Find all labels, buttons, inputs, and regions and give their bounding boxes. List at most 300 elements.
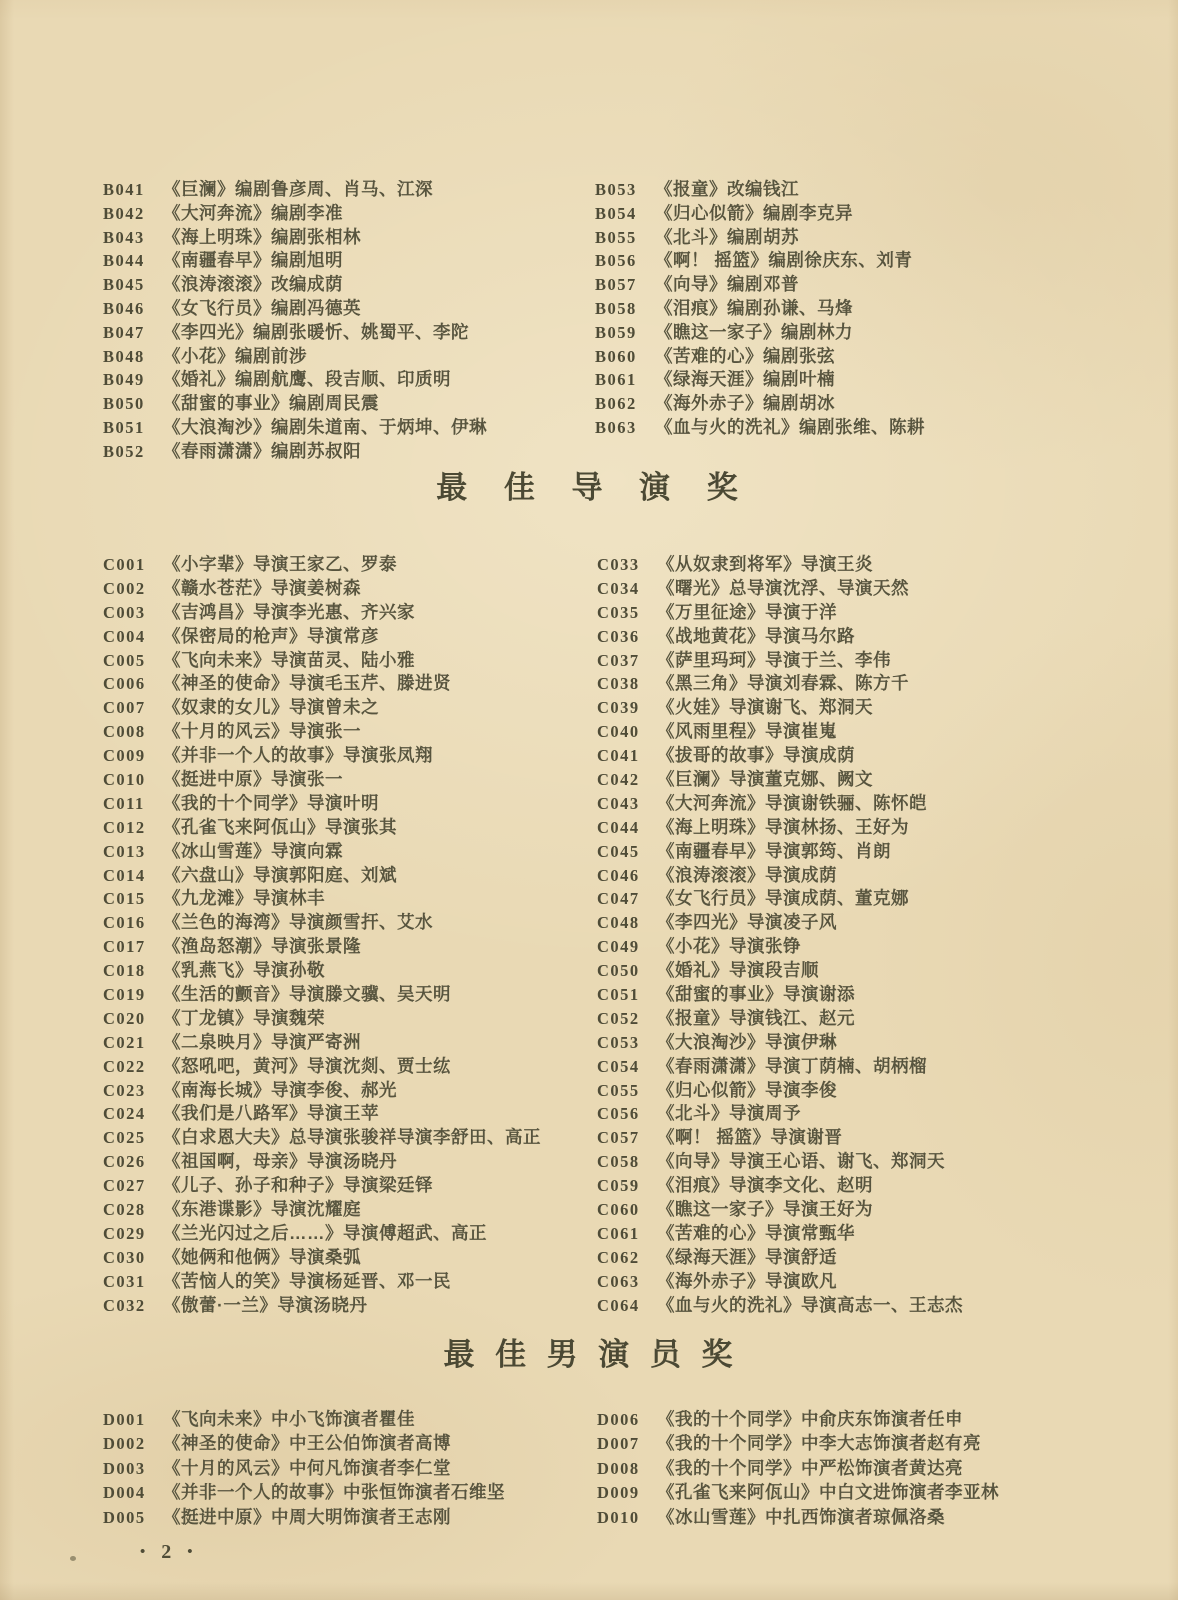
entry-text: 《并非一个人的故事》导演张凤翔 [163,745,433,766]
list-item [103,862,541,886]
entry-text: 《拔哥的故事》导演成荫 [657,745,855,766]
entry-text: 《兰光闪过之后……》导演傅超武、高正 [163,1222,487,1243]
entry-text: 《东港谍影》导演沈耀庭 [163,1199,361,1220]
list-item [597,647,963,671]
list-item [597,981,963,1005]
entry-text: 《南疆春早》导演郭筠、肖朗 [657,840,891,861]
screenplay-column-right [595,176,925,438]
entry-text: 《我的十个同学》中俞庆东饰演者任申 [657,1409,963,1429]
entry-code: C039 [597,698,640,718]
entry-code: C058 [597,1152,640,1172]
list-item [597,1292,963,1316]
list-item [103,1005,541,1029]
entry-text: 《女飞行员》编剧冯德英 [163,297,361,318]
list-item [103,247,487,271]
list-item [595,224,925,248]
entry-code: C028 [103,1200,146,1220]
entry-text: 《苦难的心》编剧张弦 [655,345,835,366]
list-item [597,862,963,886]
entry-code: C006 [103,674,146,694]
list-item [597,933,963,957]
list-item [597,1220,963,1244]
list-item [597,599,963,623]
entry-text: 《飞向未来》中小飞饰演者瞿佳 [163,1409,415,1429]
page-footer [140,1541,193,1564]
list-item [597,766,963,790]
entry-text: 《巨澜》导演董克娜、阙文 [657,769,873,790]
entry-text: 《婚礼》导演段吉顺 [657,960,819,981]
entry-text: 《血与火的洗礼》编剧张维、陈耕 [655,416,925,437]
section-title-best-director: 最 佳 导 演 奖 [436,470,752,505]
list-item [597,575,963,599]
list-item [103,1268,541,1292]
entry-code: C018 [103,961,146,981]
entry-text: 《冰山雪莲》中扎西饰演者琼佩洛桑 [657,1506,945,1527]
entry-code: C015 [103,889,146,909]
entry-code: C040 [597,722,640,742]
entry-code: C007 [103,698,146,718]
entry-text: 《归心似箭》编剧李克异 [655,202,853,223]
entry-text: 《奴隶的女儿》导演曾未之 [163,697,379,718]
entry-code: C014 [103,865,146,885]
entry-code: C061 [597,1223,640,1243]
list-item [597,623,963,647]
entry-code: C062 [597,1247,640,1267]
entry-text: 《报童》导演钱江、赵元 [657,1007,855,1028]
entry-code: B055 [595,227,637,247]
list-item [597,694,963,718]
entry-code: C042 [597,770,640,790]
director-column-left [103,551,541,1316]
list-item [597,814,963,838]
entry-code: C044 [597,817,640,837]
entry-code: C030 [103,1247,146,1267]
list-item [103,295,487,319]
list-item [595,295,925,319]
list-item [103,1077,541,1101]
list-item [597,1455,999,1479]
list-item [597,1268,963,1292]
entry-code: B052 [103,441,145,461]
list-item [103,1479,505,1503]
entry-code: D010 [597,1507,640,1527]
entry-text: 《报童》改编钱江 [655,179,799,199]
entry-code: D002 [103,1434,146,1454]
entry-code: D003 [103,1458,146,1478]
entry-code: B056 [595,251,637,271]
list-item [103,933,541,957]
entry-text: 《火娃》导演谢飞、郑洞天 [657,697,873,718]
entry-text: 《黑三角》导演刘春霖、陈方千 [657,673,909,694]
entry-text: 《南海长城》导演李俊、郝光 [163,1079,397,1100]
entry-text: 《浪涛滚滚》改编成荫 [163,274,343,295]
entry-code: B060 [595,346,637,366]
entry-text: 《大河奔流》编剧李准 [163,202,343,223]
entry-text: 《飞向未来》导演苗灵、陆小雅 [163,649,415,670]
entry-code: C001 [103,555,146,574]
list-item [103,319,487,343]
entry-text: 《小字辈》导演王家乙、罗泰 [163,554,397,574]
entry-code: B050 [103,394,145,414]
list-item [597,909,963,933]
entry-text: 《我的十个同学》中李大志饰演者赵有亮 [657,1433,981,1454]
entry-text: 《大河奔流》导演谢铁骊、陈怀皑 [657,792,927,813]
entry-code: B063 [595,417,637,437]
entry-code: B041 [103,180,145,199]
list-item [103,1455,505,1479]
entry-code: C021 [103,1032,146,1052]
entry-text: 《冰山雪莲》导演向霖 [163,840,343,861]
entry-text: 《苦难的心》导演常甄华 [657,1222,855,1243]
entry-code: B054 [595,203,637,223]
entry-text: 《我的十个同学》中严松饰演者黄达亮 [657,1457,963,1478]
list-item [597,1479,999,1503]
list-item [597,718,963,742]
list-item [103,390,487,414]
list-item [595,366,925,390]
entry-text: 《李四光》导演凌子风 [657,912,837,933]
entry-code: C020 [103,1008,146,1028]
list-item [103,981,541,1005]
entry-text: 《孔雀飞来阿佤山》导演张其 [163,816,397,837]
list-item [103,366,487,390]
entry-code: C060 [597,1200,640,1220]
entry-code: C045 [597,841,640,861]
entry-text: 《九龙滩》导演林丰 [163,888,325,909]
entry-code: C011 [103,793,145,813]
entry-code: C003 [103,602,146,622]
list-item [103,343,487,367]
entry-code: C049 [597,937,640,957]
list-item [597,1148,963,1172]
list-item [597,885,963,909]
footer-bullet-right: • [187,1544,193,1560]
entry-text: 《婚礼》编剧航鹰、段吉顺、印质明 [163,369,451,390]
entry-code: C046 [597,865,640,885]
entry-code: C013 [103,841,146,861]
entry-code: C022 [103,1056,146,1076]
entry-code: B048 [103,346,145,366]
entry-text: 《瞧这一家子》编剧林力 [655,321,853,342]
entry-text: 《儿子、孙子和种子》导演梁廷铎 [163,1175,433,1196]
list-item [103,957,541,981]
entry-text: 《李四光》编剧张暖忻、姚蜀平、李陀 [163,321,469,342]
entry-text: 《大浪淘沙》编剧朱道南、于炳坤、伊琳 [163,416,487,437]
entry-code: C029 [103,1223,146,1243]
list-item [103,718,541,742]
entry-text: 《啊！ 摇篮》导演谢晋 [657,1127,843,1148]
entry-text: 《归心似箭》导演李俊 [657,1079,837,1100]
list-item [597,1100,963,1124]
entry-code: C063 [597,1271,640,1291]
entry-text: 《泪痕》编剧孙谦、马烽 [655,297,853,318]
entry-code: D001 [103,1410,146,1429]
entry-text: 《海外赤子》导演欧凡 [657,1270,837,1291]
entry-code: C004 [103,626,146,646]
entry-text: 《挺进中原》中周大明饰演者王志刚 [163,1506,451,1527]
entry-text: 《风雨里程》导演崔嵬 [657,721,837,742]
entry-text: 《丁龙镇》导演魏荣 [163,1007,325,1028]
entry-text: 《傲蕾·一兰》导演汤晓丹 [163,1294,368,1315]
entry-code: C017 [103,937,146,957]
list-item [597,670,963,694]
list-item [103,885,541,909]
entry-code: C019 [103,985,146,1005]
entry-code: C038 [597,674,640,694]
entry-text: 《兰色的海湾》导演颜雪扞、艾水 [163,912,433,933]
entry-text: 《十月的风云》中何凡饰演者李仁堂 [163,1457,451,1478]
list-item [103,1029,541,1053]
entry-code: B043 [103,227,145,247]
entry-text: 《十月的风云》导演张一 [163,721,361,742]
entry-code: C024 [103,1104,146,1124]
list-item [597,790,963,814]
entry-text: 《神圣的使命》中王公伯饰演者高博 [163,1433,451,1454]
entry-code: C036 [597,626,640,646]
entry-text: 《赣水苍茫》导演姜树森 [163,577,361,598]
list-item [595,390,925,414]
list-item [103,1124,541,1148]
entry-code: C002 [103,578,146,598]
list-item [103,271,487,295]
entry-code: B062 [595,394,637,414]
entry-code: C009 [103,746,146,766]
entry-code: C016 [103,913,146,933]
list-item [595,343,925,367]
list-item [103,766,541,790]
entry-code: D005 [103,1507,146,1527]
list-item [103,1504,505,1528]
list-item [103,551,541,575]
entry-code: D007 [597,1434,640,1454]
list-item [103,1244,541,1268]
list-item [103,1292,541,1316]
entry-code: C023 [103,1080,146,1100]
entry-code: C050 [597,961,640,981]
list-item [103,1430,505,1454]
entry-text: 《二泉映月》导演严寄洲 [163,1031,361,1052]
list-item [597,1124,963,1148]
entry-code: C031 [103,1271,146,1291]
entry-text: 《海上明珠》编剧张相林 [163,226,361,247]
list-item [103,670,541,694]
entry-text: 《怒吼吧，黄河》导演沈剡、贾士纮 [163,1055,451,1076]
entry-text: 《绿海天涯》导演舒适 [657,1246,837,1267]
list-item [595,271,925,295]
entry-code: C048 [597,913,640,933]
actor-column-right [597,1406,999,1528]
list-item [595,414,925,438]
list-item [103,176,487,200]
list-item [597,1196,963,1220]
entry-code: C025 [103,1128,146,1148]
list-item [597,1244,963,1268]
list-item [595,200,925,224]
list-item [597,957,963,981]
entry-text: 《春雨潇潇》编剧苏叔阳 [163,440,361,461]
list-item [103,224,487,248]
entry-code: C054 [597,1056,640,1076]
list-item [103,1100,541,1124]
entry-text: 《并非一个人的故事》中张恒饰演者石维坚 [163,1482,505,1503]
list-item [103,647,541,671]
entry-text: 《挺进中原》导演张一 [163,769,343,790]
entry-text: 《北斗》编剧胡苏 [655,226,799,247]
actor-column-left [103,1406,505,1528]
entry-code: C052 [597,1008,640,1028]
list-item [597,1504,999,1528]
entry-text: 《甜蜜的事业》编剧周民震 [163,393,379,414]
entry-code: D008 [597,1458,640,1478]
list-item [103,1220,541,1244]
list-item [597,551,963,575]
entry-text: 《啊！ 摇篮》编剧徐庆东、刘青 [655,250,913,271]
list-item [103,1406,505,1430]
entry-text: 《我们是八路军》导演王苹 [163,1103,379,1124]
list-item [103,1196,541,1220]
list-item [103,438,487,462]
entry-text: 《小花》编剧前涉 [163,345,307,366]
entry-code: B057 [595,275,637,295]
entry-code: D009 [597,1483,640,1503]
entry-code: B047 [103,322,145,342]
entry-code: B059 [595,322,637,342]
entry-code: C032 [103,1295,146,1315]
entry-text: 《瞧这一家子》导演王好为 [657,1199,873,1220]
list-item [103,1172,541,1196]
entry-code: C041 [597,746,640,766]
entry-text: 《血与火的洗礼》导演高志一、王志杰 [657,1294,963,1315]
list-item [103,575,541,599]
entry-code: C047 [597,889,640,909]
entry-code: C010 [103,770,146,790]
list-item [595,176,925,200]
list-item [597,1430,999,1454]
entry-text: 《战地黄花》导演马尔路 [657,625,855,646]
entry-text: 《小花》导演张铮 [657,936,801,957]
entry-code: C033 [597,555,640,574]
entry-text: 《女飞行员》导演成荫、董克娜 [657,888,909,909]
screenplay-column-left [103,176,487,462]
entry-code: C035 [597,602,640,622]
entry-code: C064 [597,1295,640,1315]
entry-text: 《大浪淘沙》导演伊琳 [657,1031,837,1052]
entry-text: 《祖国啊，母亲》导演汤晓丹 [163,1151,397,1172]
list-item [103,414,487,438]
entry-code: C012 [103,817,146,837]
entry-text: 《生活的颤音》导演滕文骥、吴天明 [163,984,451,1005]
page-number: 2 [161,1541,172,1563]
entry-text: 《海外赤子》编剧胡冰 [655,393,835,414]
entry-text: 《保密局的枪声》导演常彦 [163,625,379,646]
entry-text: 《泪痕》导演李文化、赵明 [657,1175,873,1196]
entry-text: 《萨里玛珂》导演于兰、李伟 [657,649,891,670]
entry-code: C059 [597,1176,640,1196]
entry-text: 《从奴隶到将军》导演王炎 [657,554,873,574]
entry-text: 《浪涛滚滚》导演成荫 [657,864,837,885]
entry-code: C051 [597,985,640,1005]
entry-code: D006 [597,1410,640,1429]
entry-code: B061 [595,370,637,390]
entry-text: 《向导》导演王心语、谢飞、郑洞天 [657,1151,945,1172]
list-item [103,599,541,623]
entry-text: 《巨澜》编剧鲁彦周、肖马、江深 [163,179,433,199]
entry-code: C057 [597,1128,640,1148]
list-item [597,1077,963,1101]
entry-text: 《她俩和他俩》导演桑弧 [163,1246,361,1267]
entry-text: 《吉鸿昌》导演李光惠、齐兴家 [163,601,415,622]
list-item [597,838,963,862]
entry-text: 《万里征途》导演于洋 [657,601,837,622]
entry-code: B049 [103,370,145,390]
entry-text: 《神圣的使命》导演毛玉芹、滕进贤 [163,673,451,694]
list-item [597,742,963,766]
list-item [595,319,925,343]
entry-code: C027 [103,1176,146,1196]
entry-code: B053 [595,180,637,199]
entry-code: C008 [103,722,146,742]
entry-code: C026 [103,1152,146,1172]
list-item [597,1172,963,1196]
list-item [103,814,541,838]
entry-text: 《海上明珠》导演林扬、王好为 [657,816,909,837]
list-item [103,1148,541,1172]
entry-text: 《苦恼人的笑》导演杨延晋、邓一民 [163,1270,451,1291]
entry-text: 《南疆春早》编剧旭明 [163,250,343,271]
director-column-right [597,551,963,1316]
entry-code: C043 [597,793,640,813]
list-item [103,838,541,862]
list-item [597,1053,963,1077]
entry-code: B046 [103,298,145,318]
entry-code: B044 [103,251,145,271]
entry-code: B051 [103,417,145,437]
entry-code: C034 [597,578,640,598]
entry-text: 《渔岛怒潮》导演张景隆 [163,936,361,957]
entry-code: C005 [103,650,146,670]
entry-text: 《白求恩大夫》总导演张骏祥导演李舒田、高正 [163,1127,541,1148]
entry-text: 《春雨潇潇》导演丁荫楠、胡柄榴 [657,1055,927,1076]
list-item [103,623,541,647]
list-item [597,1406,999,1430]
footer-bullet-left: • [140,1544,146,1560]
entry-code: B045 [103,275,145,295]
entry-code: C053 [597,1032,640,1052]
entry-text: 《我的十个同学》导演叶明 [163,792,379,813]
list-item [103,200,487,224]
entry-text: 《六盘山》导演郭阳庭、刘斌 [163,864,397,885]
ink-speck [70,1556,76,1561]
entry-text: 《曙光》总导演沈浮、导演天然 [657,577,909,598]
entry-code: B058 [595,298,637,318]
entry-code: D004 [103,1483,146,1503]
entry-text: 《绿海天涯》编剧叶楠 [655,369,835,390]
list-item [103,790,541,814]
entry-code: B042 [103,203,145,223]
section-title-best-actor: 最 佳 男 演 员 奖 [443,1337,739,1372]
list-item [595,247,925,271]
list-item [103,742,541,766]
list-item [103,1053,541,1077]
list-item [103,909,541,933]
entry-code: C037 [597,650,640,670]
entry-text: 《北斗》导演周予 [657,1103,801,1124]
list-item [597,1029,963,1053]
entry-text: 《孔雀飞来阿佤山》中白文进饰演者李亚林 [657,1482,999,1503]
entry-code: C056 [597,1104,640,1124]
entry-text: 《向导》编剧邓普 [655,274,799,295]
list-item [597,1005,963,1029]
